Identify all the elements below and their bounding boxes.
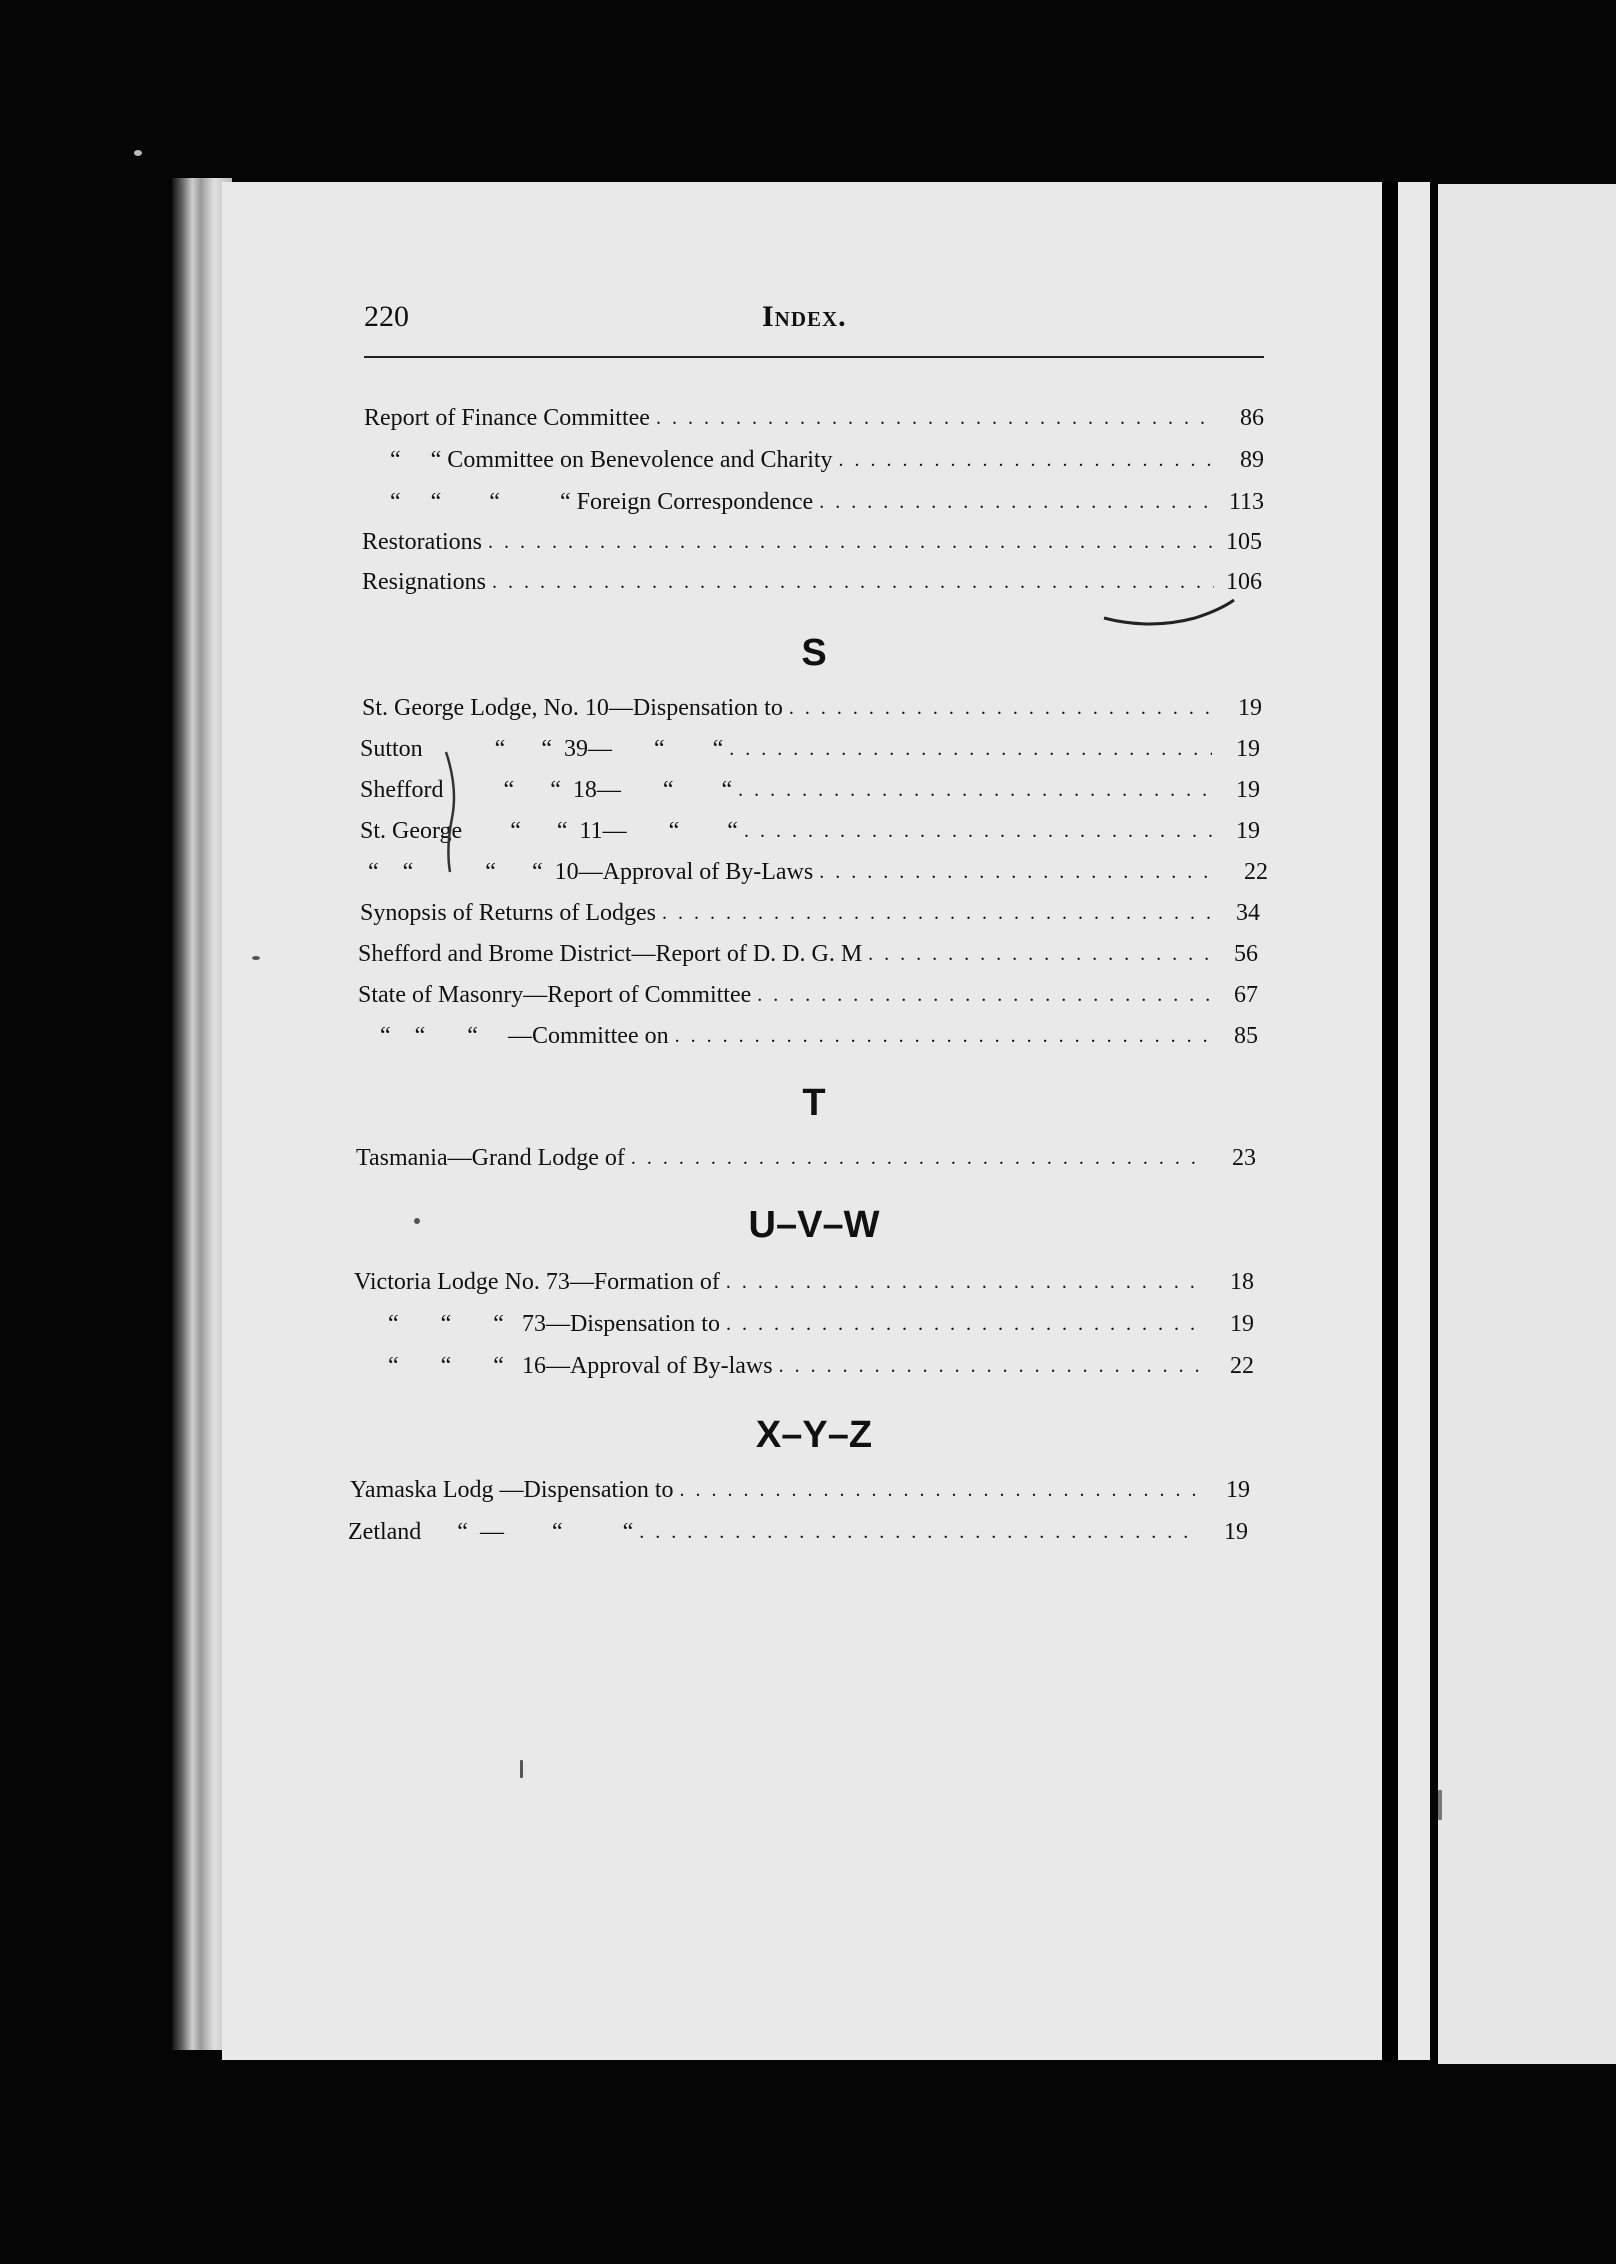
entry-page-number: 106 — [1226, 569, 1262, 595]
scan-speck — [252, 956, 260, 960]
header-rule — [364, 356, 1264, 358]
index-entry — [368, 854, 1268, 886]
index-entry — [364, 442, 1264, 474]
index-entry — [360, 813, 1260, 845]
dot-leader — [819, 862, 1220, 886]
entry-text: Shefford and Brome District—Report of D. D. G. M — [358, 941, 863, 967]
entry-page-number: 89 — [1240, 447, 1264, 473]
entry-text: Synopsis of Returns of Lodges — [360, 900, 656, 926]
scan-speck — [134, 150, 142, 156]
entry-text: “ “ Committee on Benevolence and Charity — [390, 447, 833, 473]
dot-leader — [675, 1026, 1210, 1050]
dot-leader — [680, 1480, 1202, 1504]
index-entry — [360, 772, 1260, 804]
index-entry — [358, 1018, 1258, 1050]
index-entry — [362, 564, 1262, 596]
entry-text: St. George Lodge, No. 10—Dispensation to — [362, 695, 783, 721]
index-entry — [356, 1140, 1256, 1172]
dot-leader — [789, 698, 1214, 722]
index-entry — [364, 484, 1264, 516]
index-entry — [350, 1472, 1250, 1504]
entry-text: “ “ “ —Committee on — [380, 1023, 669, 1049]
entry-text: Tasmania—Grand Lodge of — [356, 1145, 625, 1171]
entry-page-number: 22 — [1244, 859, 1268, 885]
entry-page-number: 19 — [1230, 1311, 1254, 1337]
dot-leader — [738, 780, 1212, 804]
entry-page-number: 34 — [1236, 900, 1260, 926]
dot-leader — [744, 821, 1212, 845]
section-heading-xyz: X–Y–Z — [755, 1414, 873, 1456]
pencil-bracket — [436, 748, 466, 876]
entry-text: “ “ “ 73—Dispensation to — [388, 1311, 720, 1337]
index-entry — [360, 731, 1260, 763]
page-number: 220 — [364, 300, 409, 333]
entry-page-number: 19 — [1236, 736, 1260, 762]
entry-text: Report of Finance Committee — [364, 405, 650, 431]
dot-leader — [757, 985, 1210, 1009]
index-entry — [354, 1306, 1254, 1338]
scan-speck — [520, 1760, 523, 1778]
section-heading-uvw: U–V–W — [748, 1204, 880, 1246]
index-entry — [358, 936, 1258, 968]
dot-leader — [839, 450, 1216, 474]
dot-leader — [726, 1272, 1206, 1296]
entry-page-number: 85 — [1234, 1023, 1258, 1049]
dot-leader — [488, 532, 1214, 556]
dot-leader — [656, 408, 1216, 432]
entry-page-number: 113 — [1228, 489, 1264, 515]
entry-page-number: 23 — [1232, 1145, 1256, 1171]
entry-text: Zetland “ — “ “ — [348, 1519, 634, 1545]
scan-speck — [1438, 1790, 1442, 1820]
entry-page-number: 56 — [1234, 941, 1258, 967]
section-heading-s: S — [801, 632, 827, 674]
entry-text: Sutton “ “ 39— “ “ — [360, 736, 724, 762]
index-entry — [354, 1348, 1254, 1380]
index-entry — [364, 400, 1264, 432]
dot-leader — [631, 1148, 1208, 1172]
page-title: Index. — [762, 300, 847, 333]
entry-text: State of Masonry—Report of Committee — [358, 982, 752, 1008]
dot-leader — [779, 1356, 1206, 1380]
dot-leader — [639, 1522, 1200, 1546]
scan-speck — [414, 1218, 420, 1224]
entry-page-number: 19 — [1224, 1519, 1248, 1545]
entry-text: “ “ “ “ Foreign Correspondence — [390, 489, 814, 515]
entry-text: Yamaska Lodg —Dispensation to — [350, 1477, 674, 1503]
entry-page-number: 19 — [1226, 1477, 1250, 1503]
entry-page-number: 19 — [1236, 777, 1260, 803]
entry-text: “ “ “ “ 10—Approval of By-Laws — [368, 859, 814, 885]
dot-leader — [726, 1314, 1206, 1338]
index-entry — [358, 977, 1258, 1009]
index-entry — [362, 690, 1262, 722]
dot-leader — [868, 944, 1210, 968]
dot-leader — [662, 903, 1212, 927]
pencil-underline — [1100, 596, 1240, 632]
entry-page-number: 18 — [1230, 1269, 1254, 1295]
entry-text: Restorations — [362, 529, 482, 555]
entry-page-number: 67 — [1234, 982, 1258, 1008]
entry-page-number: 19 — [1236, 818, 1260, 844]
dot-leader — [729, 739, 1212, 763]
entry-page-number: 22 — [1230, 1353, 1254, 1379]
index-entry — [348, 1514, 1248, 1546]
section-heading-t: T — [802, 1082, 826, 1124]
entry-text: Shefford “ “ 18— “ “ — [360, 777, 733, 803]
entry-text: “ “ “ 16—Approval of By-laws — [388, 1353, 773, 1379]
entry-text: St. George “ “ 11— “ “ — [360, 818, 738, 844]
entry-text: Resignations — [362, 569, 486, 595]
dot-leader — [819, 492, 1216, 516]
entry-text: Victoria Lodge No. 73—Formation of — [354, 1269, 720, 1295]
entry-page-number: 19 — [1238, 695, 1262, 721]
index-entry — [362, 524, 1262, 556]
entry-page-number: 86 — [1240, 405, 1264, 431]
index-entry — [360, 895, 1260, 927]
dot-leader — [492, 572, 1214, 596]
index-entry — [354, 1264, 1254, 1296]
entry-page-number: 105 — [1226, 529, 1262, 555]
